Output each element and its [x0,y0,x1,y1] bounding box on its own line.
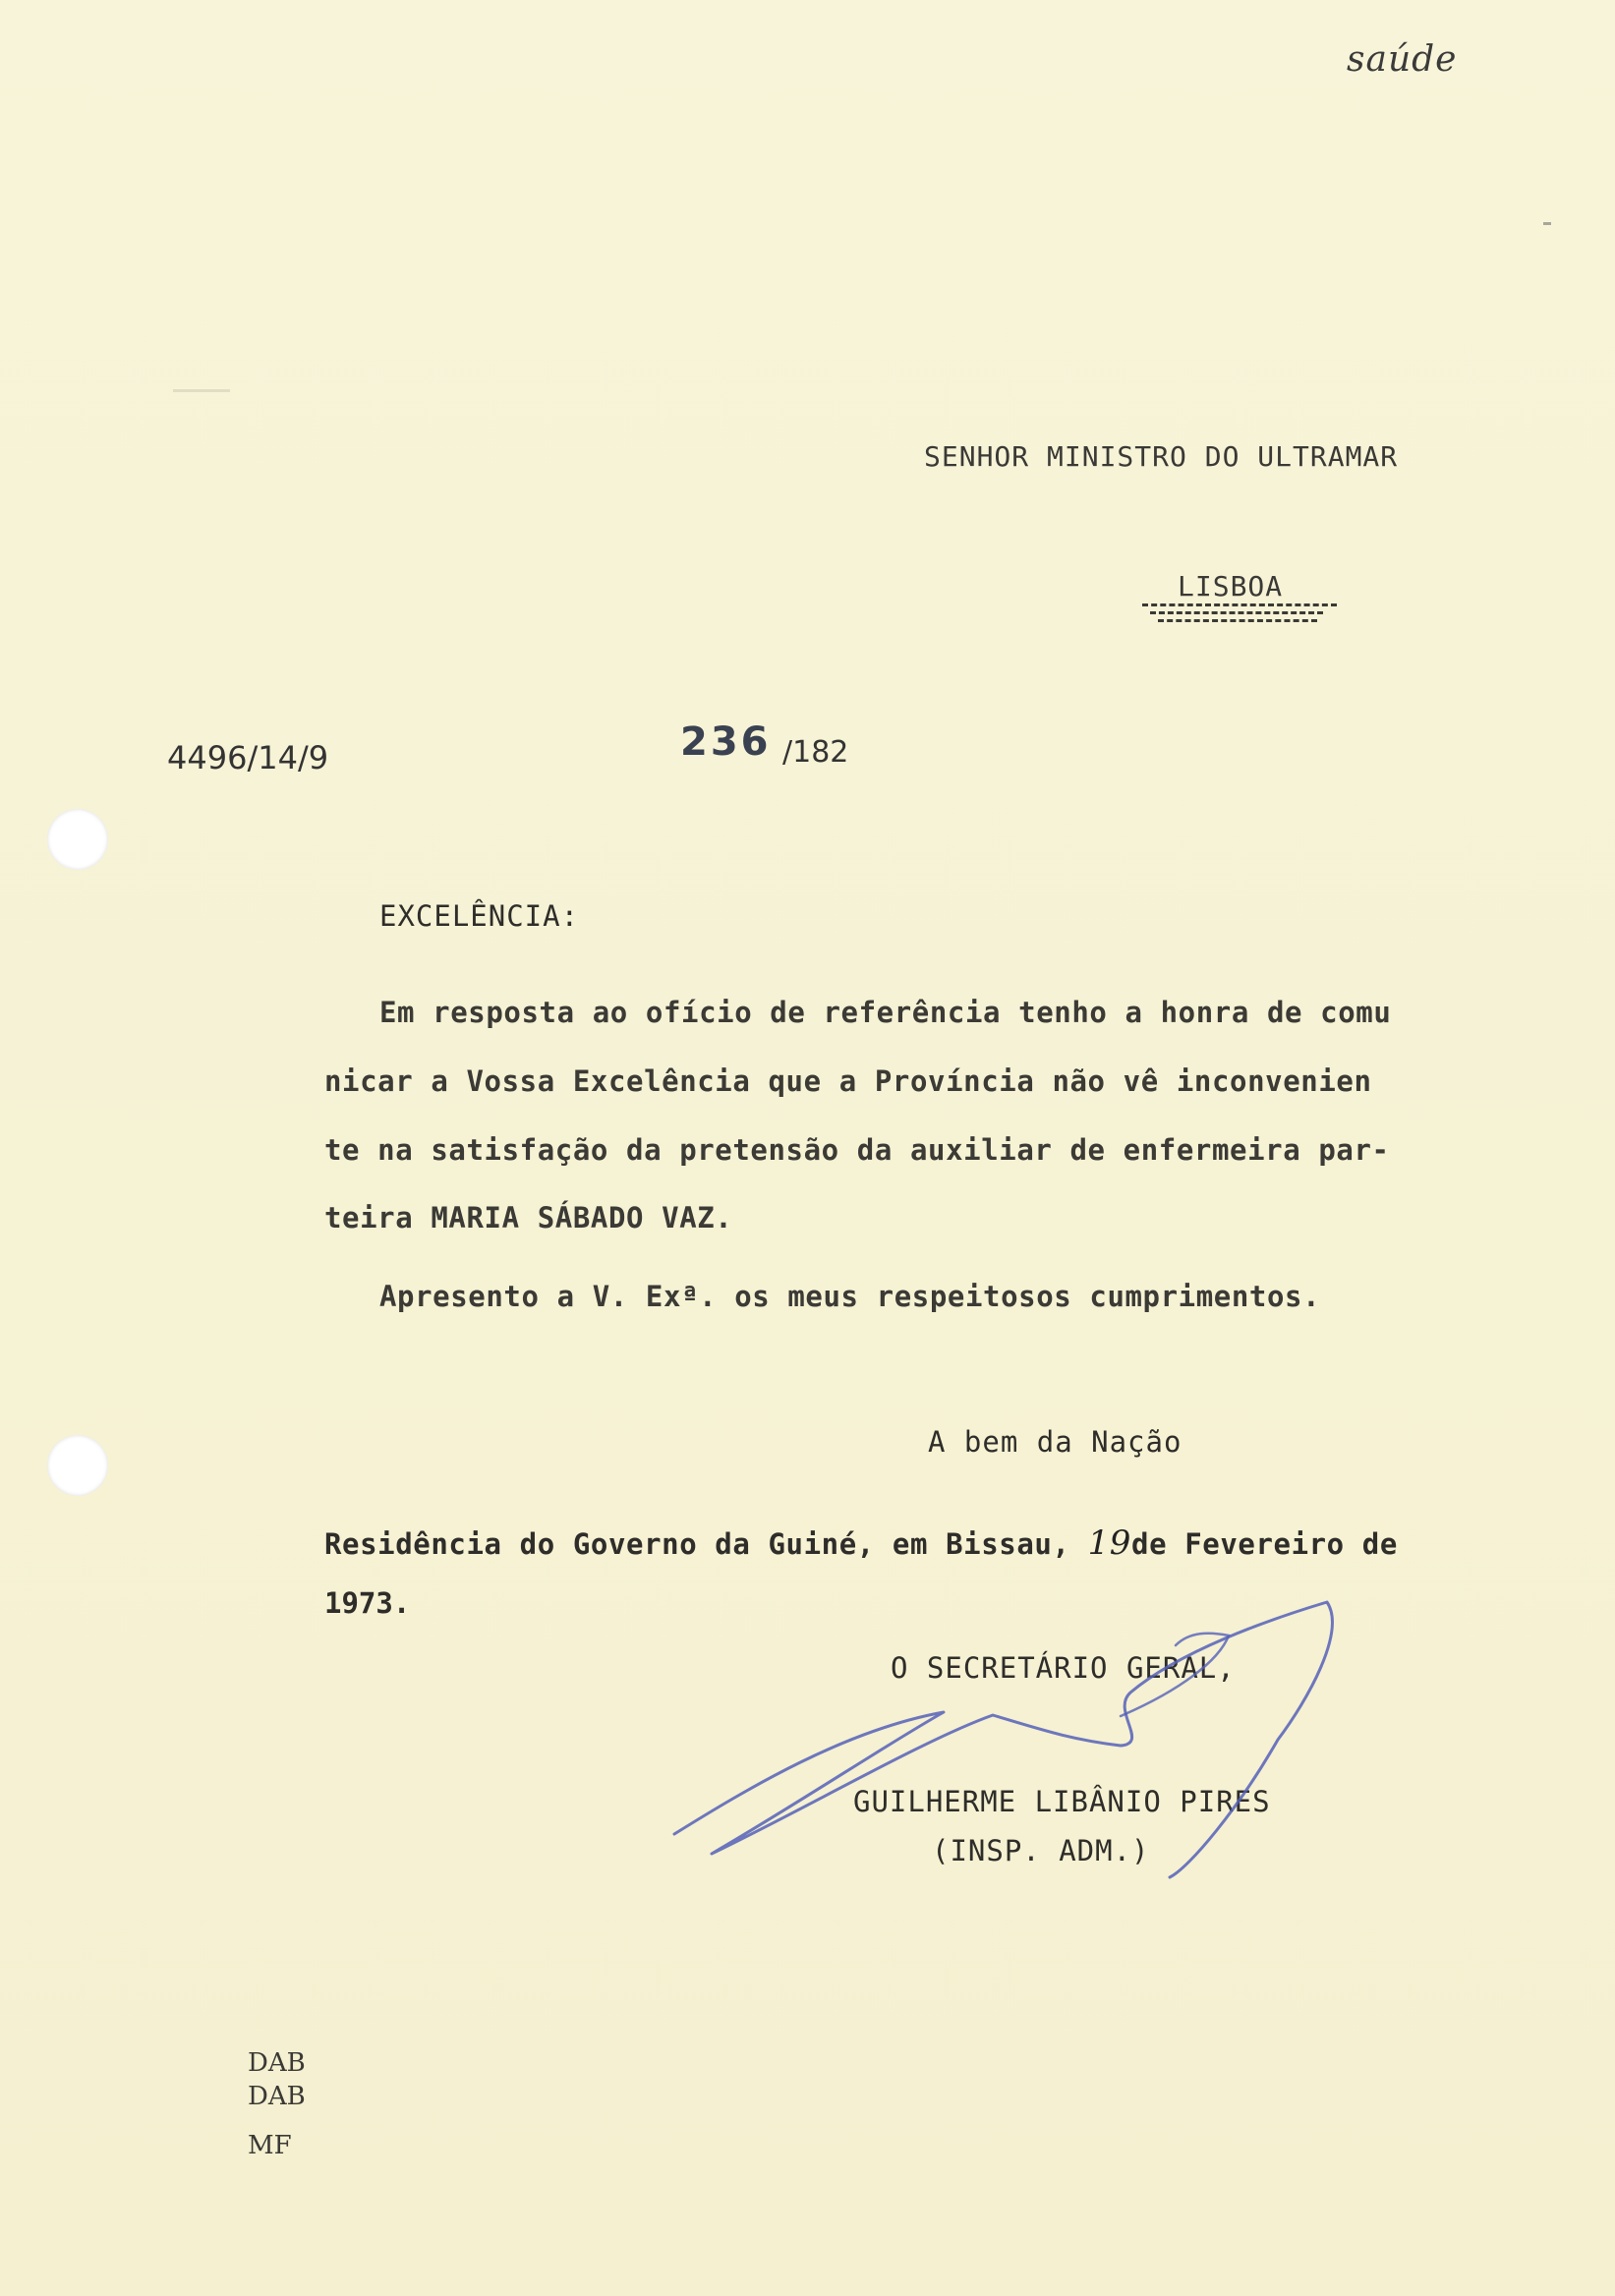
place-date-year: 1973. [324,1586,411,1620]
reference-number: 236 [680,719,772,765]
body-line-1: Em resposta ao ofício de referência tenho a honra de comu [379,996,1392,1029]
body-line-4: teira MARIA SÁBADO VAZ. [324,1201,733,1234]
closing: A bem da Nação [928,1425,1182,1459]
place-date-day: 19 [1087,1523,1132,1563]
body-line-3: te na satisfação da pretensão da auxiliar de enfermeira par- [324,1133,1390,1167]
place-date-before: Residência do Governo da Guiné, em Bissau, [324,1527,1070,1561]
initials-1: DAB [248,2048,306,2078]
initials-3: MF [248,2131,292,2160]
place-date-after: de Fevereiro de [1131,1527,1398,1561]
city: LISBOA [1178,570,1284,603]
addressee: SENHOR MINISTRO DO ULTRAMAR [924,440,1399,473]
salutation: EXCELÊNCIA: [379,899,580,933]
signatory-title: O SECRETÁRIO GERAL, [891,1651,1236,1685]
signatory-role: (INSP. ADM.) [932,1834,1150,1867]
reference-code: 4496/14/9 [167,739,329,776]
body-line-2: nicar a Vossa Excelência que a Província não vê inconvenien [324,1064,1372,1098]
greeting: Apresento a V. Exª. os meus respeitosos cumprimentos. [379,1280,1321,1313]
handwritten-note: saúde [1347,39,1458,80]
initials-2: DAB [248,2082,306,2111]
signatory-name: GUILHERME LIBÂNIO PIRES [853,1785,1271,1818]
reference-suffix: /182 [782,735,849,770]
